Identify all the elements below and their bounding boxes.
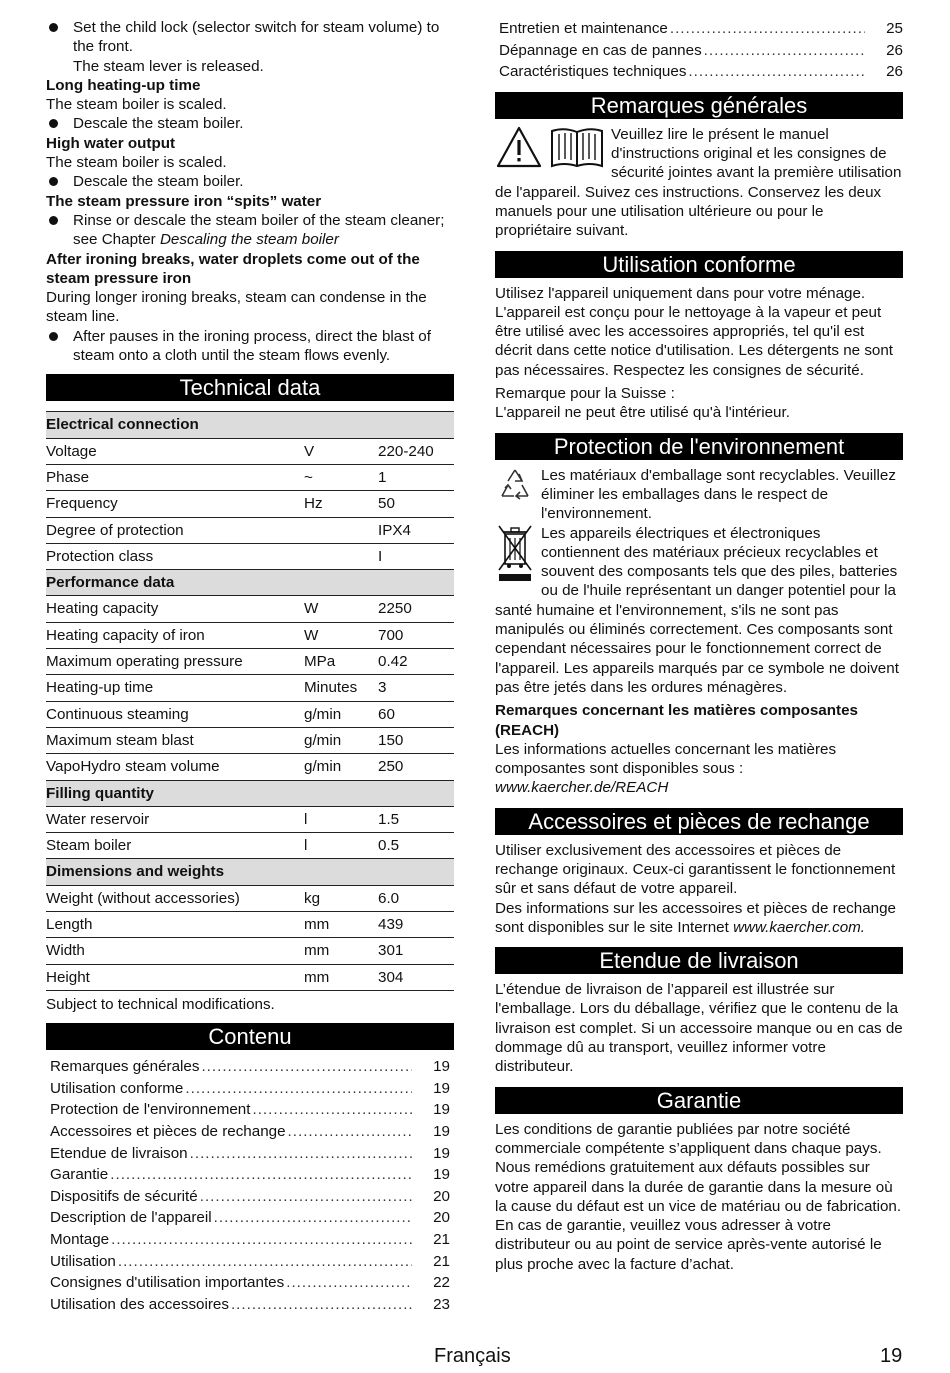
toc-leader-dots <box>286 1272 412 1294</box>
kaercher-link[interactable]: www.kaercher.com. <box>733 918 866 936</box>
toc-entry[interactable] <box>50 1164 450 1186</box>
toc-entry-page: 25 <box>886 20 903 37</box>
spec-unit: MPa <box>304 649 378 675</box>
reach-link[interactable]: www.kaercher.de/REACH <box>495 779 669 797</box>
toc-leader-dots <box>201 1056 412 1078</box>
spec-label: Protection class <box>46 543 304 569</box>
spec-unit: mm <box>304 911 378 937</box>
bullet-item <box>46 211 454 250</box>
intended-use-text: Utilisez l'appareil uniquement dans pour votre ménage. L'appareil est conçu pour le nettoyage à la vapeur et peut être utilisé avec les accessoires appropriés, tel qu'il est décrit dans cette notice d'utilisation. Les détergents ne sont pas nécessaires. Respectez les consignes de sécurité. <box>495 284 894 379</box>
toc-entry-page: 19 <box>433 1144 450 1162</box>
toc-entry-label: Utilisation conforme <box>50 1079 184 1097</box>
toc-entry-label: Description de l'appareil <box>50 1209 212 1227</box>
table-row <box>46 517 454 543</box>
table-row <box>46 675 454 701</box>
toc-entry[interactable] <box>50 1099 450 1121</box>
spec-value: 0.5 <box>378 833 454 859</box>
table-row <box>46 727 454 753</box>
reach-heading: Remarques concernant les matières composantes (REACH) <box>495 702 858 739</box>
table-row <box>46 622 454 648</box>
body-text: The steam boiler is scaled. <box>46 154 227 172</box>
switzerland-note-title: Remarque pour la Suisse : <box>495 385 675 403</box>
toc-entry[interactable] <box>50 1251 450 1273</box>
environment-packaging-text: Les matériaux d'emballage sont recyclables. Veuillez éliminer les emballages dans le respect de l'environnement. <box>541 466 896 523</box>
section-label: Filling quantity <box>46 780 454 806</box>
toc-entry-label: Accessoires et pièces de rechange <box>50 1122 286 1140</box>
spec-label: Heating capacity <box>46 596 304 622</box>
spec-unit: V <box>304 438 378 464</box>
table-row <box>46 464 454 490</box>
toc-entry[interactable] <box>50 1294 450 1316</box>
toc-entry-label: Protection de l'environnement <box>50 1101 251 1119</box>
spec-value: 220-240 <box>378 438 454 464</box>
toc-leader-dots <box>190 1143 412 1165</box>
toc-entry-page: 21 <box>433 1230 450 1248</box>
toc-leader-dots <box>185 1078 412 1100</box>
bullet-item <box>46 327 454 366</box>
spec-value: 700 <box>378 622 454 648</box>
spec-value: 6.0 <box>378 885 454 911</box>
spec-label: Maximum operating pressure <box>46 649 304 675</box>
warning-triangle-icon <box>495 125 543 174</box>
spec-value: 60 <box>378 701 454 727</box>
spec-unit: W <box>304 622 378 648</box>
toc-entry-label: Consignes d'utilisation importantes <box>50 1274 285 1292</box>
table-row <box>46 911 454 937</box>
manual-book-icon <box>549 125 605 174</box>
section-label: Electrical connection <box>46 412 454 438</box>
toc-entry[interactable] <box>50 1078 450 1100</box>
toc-entry-label: Etendue de livraison <box>50 1144 188 1162</box>
toc-leader-dots <box>110 1164 412 1186</box>
technical-note: Subject to technical modifications. <box>46 995 275 1013</box>
table-row <box>46 806 454 832</box>
environment-block <box>495 466 903 698</box>
table-row <box>46 701 454 727</box>
body-text: During longer ironing breaks, steam can condense in the steam line. <box>46 289 427 326</box>
switzerland-note-text: L'appareil ne peut être utilisé qu'à l'intérieur. <box>495 404 790 422</box>
spec-value: I <box>378 543 454 569</box>
spec-unit: g/min <box>304 754 378 780</box>
spec-unit: W <box>304 596 378 622</box>
toc-entry-label: Dépannage en cas de pannes <box>499 41 702 59</box>
spec-value: 2250 <box>378 596 454 622</box>
right-column <box>495 18 903 1274</box>
warranty-heading: Garantie <box>495 1087 903 1114</box>
table-of-contents <box>50 1056 450 1315</box>
intended-use-heading: Utilisation conforme <box>495 251 903 278</box>
spec-label: Phase <box>46 464 304 490</box>
toc-entry[interactable] <box>50 1272 450 1294</box>
toc-leader-dots <box>670 18 865 40</box>
spec-value: 304 <box>378 964 454 990</box>
spec-value: 1 <box>378 464 454 490</box>
toc-entry-label: Caractéristiques techniques <box>499 63 687 81</box>
toc-entry-label: Garantie <box>50 1166 109 1184</box>
spec-unit: Minutes <box>304 675 378 701</box>
toc-entry-page: 22 <box>433 1274 450 1292</box>
spec-unit: mm <box>304 938 378 964</box>
spec-value: 301 <box>378 938 454 964</box>
toc-leader-dots <box>288 1121 412 1143</box>
bullet-text: Descale the steam boiler. <box>73 173 244 191</box>
environment-heading: Protection de l'environnement <box>495 433 903 460</box>
spec-value: IPX4 <box>378 517 454 543</box>
toc-entry-label: Utilisation des accessoires <box>50 1295 229 1313</box>
scope-of-delivery-heading: Etendue de livraison <box>495 947 903 974</box>
toc-entry-page: 19 <box>433 1122 450 1140</box>
spec-value: 0.42 <box>378 649 454 675</box>
bullet-text: After pauses in the ironing process, direct the blast of steam onto a cloth until the steam flows evenly. <box>73 327 431 365</box>
spec-unit: ~ <box>304 464 378 490</box>
toc-entry[interactable] <box>499 61 903 83</box>
table-row <box>46 754 454 780</box>
spec-unit: l <box>304 806 378 832</box>
toc-entry-page: 26 <box>886 41 903 59</box>
toc-entry[interactable] <box>50 1229 450 1251</box>
spec-unit: g/min <box>304 727 378 753</box>
toc-entry-page: 20 <box>433 1209 450 1227</box>
technical-data-heading: Technical data <box>46 374 454 401</box>
spec-unit: l <box>304 833 378 859</box>
toc-entry-page: 26 <box>886 63 903 81</box>
accessories-heading: Accessoires et pièces de rechange <box>495 808 903 835</box>
toc-leader-dots <box>200 1186 412 1208</box>
spec-unit: kg <box>304 885 378 911</box>
spec-label: Width <box>46 938 304 964</box>
general-notes-heading: Remarques générales <box>495 92 903 119</box>
toc-entry-label: Utilisation <box>50 1252 116 1270</box>
body-text: The steam lever is released. <box>73 57 264 75</box>
spec-label: Heating-up time <box>46 675 304 701</box>
table-section-row <box>46 570 454 596</box>
recycle-icon <box>495 466 535 509</box>
spec-unit: Hz <box>304 491 378 517</box>
table-section-row <box>46 412 454 438</box>
spec-value: 439 <box>378 911 454 937</box>
spec-label: Weight (without accessories) <box>46 885 304 911</box>
toc-entry-label: Dispositifs de sécurité <box>50 1187 198 1205</box>
spec-value: 50 <box>378 491 454 517</box>
bullet-item <box>46 114 454 133</box>
table-row <box>46 543 454 569</box>
scope-of-delivery-text: L’étendue de livraison de l’appareil est illustrée sur l'emballage. Lors du déballage, vérifiez que le contenu de la livraison est complet. Si un accessoire manque ou en cas de dommage dû au transport, veuillez informer votre distributeur. <box>495 981 903 1076</box>
section-label: Performance data <box>46 570 454 596</box>
spec-label: Length <box>46 911 304 937</box>
spec-value: 1.5 <box>378 806 454 832</box>
bullet-item <box>46 172 454 191</box>
general-notes-block <box>495 125 903 241</box>
spec-label: Frequency <box>46 491 304 517</box>
toc-entry-label: Montage <box>50 1230 110 1248</box>
problem-heading: Long heating-up time <box>46 76 201 94</box>
table-row <box>46 649 454 675</box>
toc-entry[interactable] <box>499 40 903 62</box>
spec-value: 3 <box>378 675 454 701</box>
toc-entry-label: Entretien et maintenance <box>499 20 668 37</box>
table-row <box>46 885 454 911</box>
left-column <box>46 18 454 1315</box>
spec-unit: mm <box>304 964 378 990</box>
warranty-text: Les conditions de garantie publiées par notre société commerciale compétente s’appliquent dans chaque pays. Nous remédions gratuitement aux défauts possibles sur votre appareil dans la durée de garantie dans la mesure où la cause du défaut est un vice de matériau ou de fabrication. En cas de garantie, veuillez vous adresser à votre distributeur ou au point de service après-vente autorisé le plus proche avec la facture d’achat. <box>495 1120 902 1273</box>
bullet-text: Descale the steam boiler. <box>73 115 244 133</box>
crossed-bin-icon <box>495 524 535 589</box>
toc-leader-dots <box>231 1294 412 1316</box>
technical-data-table <box>46 411 454 991</box>
footer-language: Français <box>434 1345 511 1367</box>
footer-page-number: 19 <box>880 1345 903 1367</box>
environment-weee-text: Les appareils électriques et électroniques contiennent des matériaux précieux recyclables et souvent des composants tels que des piles, batteries ou de l'huile représentant un danger potentiel pour la santé humaine et l'environnement, s'ils ne sont pas manipulés ou éliminés correctement. Ces composants sont cependant nécessaires pour le fonctionnement correct de l'appareil. Les appareils marqués par ce symbole ne doivent pas être jetés dans les ordures ménagères. <box>495 524 899 696</box>
spec-label: Water reservoir <box>46 806 304 832</box>
problem-heading: The steam pressure iron “spits” water <box>46 192 322 210</box>
table-row <box>46 491 454 517</box>
spec-label: Degree of protection <box>46 517 304 543</box>
toc-entry[interactable] <box>50 1186 450 1208</box>
table-row <box>46 964 454 990</box>
spec-label: Voltage <box>46 438 304 464</box>
toc-leader-dots <box>118 1251 412 1273</box>
toc-entry-label: Remarques générales <box>50 1058 200 1076</box>
toc-leader-dots <box>214 1207 412 1229</box>
toc-entry[interactable] <box>50 1056 450 1078</box>
toc-entry-page: 23 <box>433 1295 450 1313</box>
table-row <box>46 833 454 859</box>
toc-entry[interactable] <box>50 1143 450 1165</box>
toc-leader-dots <box>704 40 865 62</box>
general-notes-text: Veuillez lire le présent le manuel d'instructions original et les consignes de sécurité jointes avant la première utilisation de l'appareil. Suivez ces instructions. Conservez les deux manuels pour une utilisation ultérieure ou pour le propriétaire suivant. <box>495 125 902 240</box>
reach-text <box>495 740 903 798</box>
table-row <box>46 938 454 964</box>
table-section-row <box>46 780 454 806</box>
toc-entry[interactable] <box>50 1207 450 1229</box>
spec-unit <box>304 543 378 569</box>
spec-label: Maximum steam blast <box>46 727 304 753</box>
section-label: Dimensions and weights <box>46 859 454 885</box>
bullet-text: Rinse or descale the steam boiler of the steam cleaner; see Chapter <box>73 211 445 249</box>
toc-leader-dots <box>111 1229 412 1251</box>
toc-entry-page: 20 <box>433 1187 450 1205</box>
reach-text-body: Les informations actuelles concernant les matières composantes sont disponibles sous : <box>495 740 837 778</box>
body-text: The steam boiler is scaled. <box>46 96 227 114</box>
chapter-reference: Descaling the steam boiler <box>159 231 339 249</box>
spec-label: Steam boiler <box>46 833 304 859</box>
toc-entry-page: 21 <box>433 1252 450 1270</box>
toc-entry-page: 19 <box>433 1058 450 1076</box>
table-row <box>46 596 454 622</box>
spec-label: Height <box>46 964 304 990</box>
spec-value: 250 <box>378 754 454 780</box>
toc-entry-page: 19 <box>433 1101 450 1119</box>
bullet-item <box>46 18 454 57</box>
problem-heading: After ironing breaks, water droplets come out of the steam pressure iron <box>46 250 420 287</box>
troubleshooting-section <box>46 18 454 365</box>
contents-heading: Contenu <box>46 1023 454 1050</box>
accessories-text: Utiliser exclusivement des accessoires et pièces de rechange originaux. Ceux-ci garantissent le fonctionnement sûr et sans défaut de votre appareil. <box>495 841 896 898</box>
toc-entry[interactable] <box>499 18 903 40</box>
spec-value: 150 <box>378 727 454 753</box>
spec-unit: g/min <box>304 701 378 727</box>
toc-entry-page: 19 <box>433 1166 450 1184</box>
spec-label: Continuous steaming <box>46 701 304 727</box>
problem-heading: High water output <box>46 134 176 152</box>
toc-leader-dots <box>252 1099 412 1121</box>
table-section-row <box>46 859 454 885</box>
toc-entry[interactable] <box>50 1121 450 1143</box>
table-row <box>46 438 454 464</box>
accessories-web-text <box>495 899 903 938</box>
spec-label: Heating capacity of iron <box>46 622 304 648</box>
table-of-contents-continued <box>499 18 903 83</box>
bullet-text: Set the child lock (selector switch for steam volume) to the front. <box>73 19 440 56</box>
toc-leader-dots <box>688 61 865 83</box>
spec-unit <box>304 517 378 543</box>
toc-entry-page: 19 <box>433 1079 450 1097</box>
accessories-web-body: Des informations sur les accessoires et pièces de rechange sont disponibles sur le site Internet <box>495 899 896 936</box>
spec-label: VapoHydro steam volume <box>46 754 304 780</box>
